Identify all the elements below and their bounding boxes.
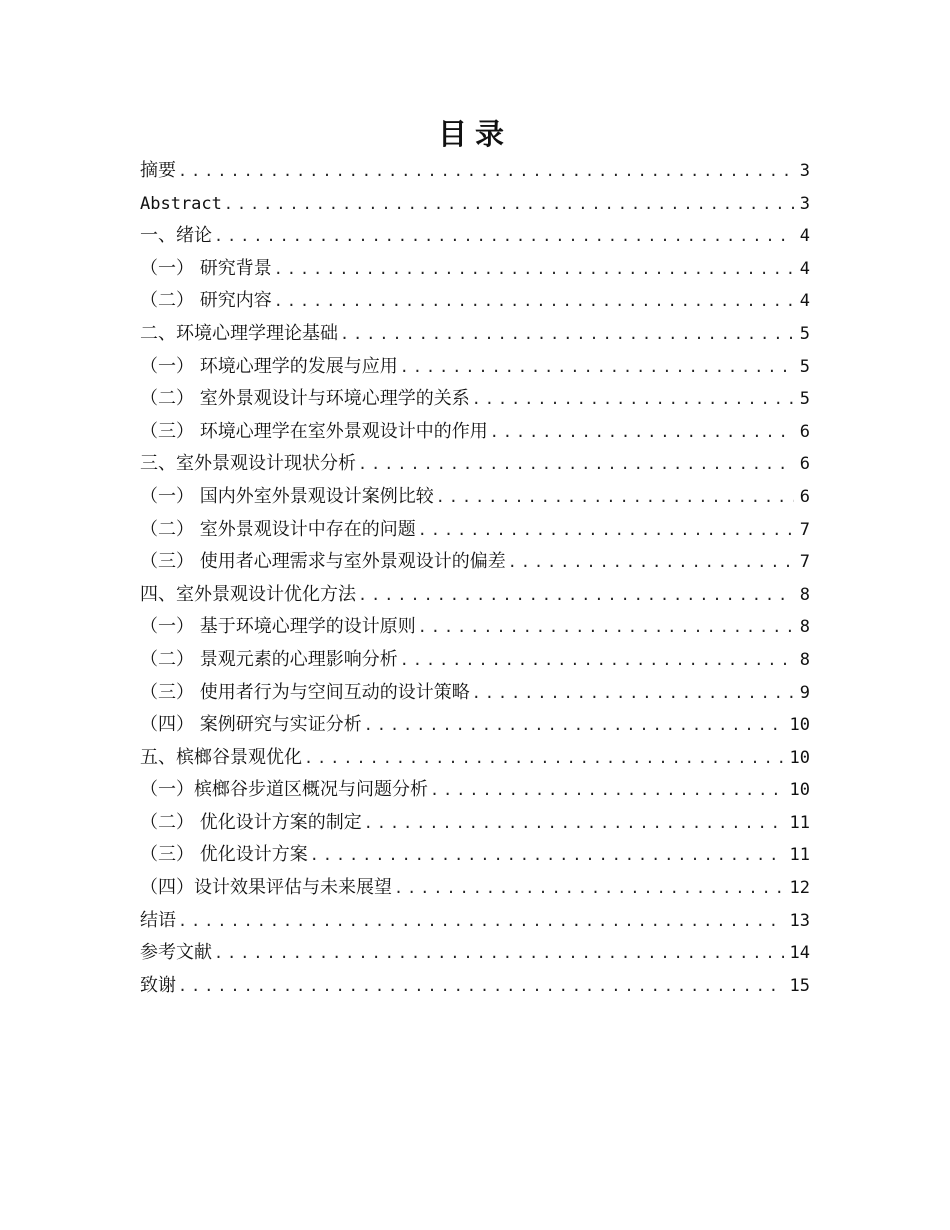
toc-entry-label: （二） 景观元素的心理影响分析	[140, 648, 398, 670]
toc-entry[interactable]	[140, 677, 810, 710]
toc-entry-label: 四、室外景观设计优化方法	[140, 583, 356, 605]
toc-entry-label: （三） 使用者行为与空间互动的设计策略	[140, 681, 470, 703]
toc-entry[interactable]	[140, 351, 810, 384]
toc-entry-page-number: 11	[789, 845, 810, 866]
toc-entry-label: Abstract	[140, 193, 222, 214]
toc-entry[interactable]	[140, 807, 810, 840]
toc-entry[interactable]	[140, 416, 810, 449]
toc-entry-label: （一） 环境心理学的发展与应用	[140, 355, 398, 377]
dot-leader	[274, 253, 794, 286]
dot-leader	[394, 872, 784, 905]
toc-entry-label: （三） 使用者心理需求与室外景观设计的偏差	[140, 551, 506, 573]
dot-leader	[472, 383, 794, 416]
dot-leader	[490, 416, 794, 449]
toc-entry-label: 五、槟榔谷景观优化	[140, 746, 302, 768]
toc-entry-page-number: 8	[799, 649, 810, 670]
dot-leader	[400, 351, 794, 384]
toc-entry-page-number: 6	[799, 421, 810, 442]
toc-entry-page-number: 12	[789, 878, 810, 899]
toc-entry-label: （一） 国内外室外景观设计案例比较	[140, 485, 434, 507]
toc-entry[interactable]	[140, 742, 810, 775]
dot-leader	[508, 546, 794, 579]
toc-entry-page-number: 8	[799, 617, 810, 638]
dot-leader	[304, 742, 784, 775]
toc-entry[interactable]	[140, 839, 810, 872]
toc-entry[interactable]	[140, 318, 810, 351]
toc-entry-label: 摘要	[140, 160, 176, 181]
toc-entry[interactable]	[140, 905, 810, 938]
dot-leader	[472, 677, 794, 710]
toc-entry[interactable]	[140, 285, 810, 318]
toc-entry-label: 三、室外景观设计现状分析	[140, 453, 356, 475]
toc-entry-page-number: 7	[799, 519, 810, 540]
toc-entry-page-number: 7	[799, 552, 810, 573]
toc-entry-page-number: 5	[799, 356, 810, 377]
toc-entry-page-number: 5	[799, 323, 810, 344]
dot-leader	[214, 937, 784, 970]
toc-entry[interactable]	[140, 220, 810, 253]
dot-leader	[178, 970, 784, 1003]
toc-entry-page-number: 14	[789, 943, 810, 964]
toc-entry-label: （三） 优化设计方案	[140, 844, 308, 866]
toc-entry-page-number: 13	[789, 910, 810, 931]
toc-entry[interactable]	[140, 611, 810, 644]
toc-entry-label: （二） 优化设计方案的制定	[140, 811, 362, 833]
toc-entry[interactable]	[140, 970, 810, 1003]
toc-entry-label: （一） 研究背景	[140, 257, 272, 279]
toc-entry-page-number: 3	[799, 193, 810, 214]
toc-entry[interactable]	[140, 937, 810, 970]
toc-entry-label: （三） 环境心理学在室外景观设计中的作用	[140, 420, 488, 442]
toc-entry-label: （二） 研究内容	[140, 290, 272, 312]
dot-leader	[418, 514, 794, 547]
toc-entry-label: 结语	[140, 909, 176, 931]
toc-list	[140, 155, 810, 1002]
toc-entry[interactable]	[140, 709, 810, 742]
dot-leader	[358, 448, 794, 481]
toc-entry-label: （一） 基于环境心理学的设计原则	[140, 616, 416, 638]
toc-entry-label: （二） 室外景观设计与环境心理学的关系	[140, 388, 470, 410]
toc-entry[interactable]	[140, 546, 810, 579]
dot-leader	[436, 481, 794, 514]
toc-entry-page-number: 10	[789, 747, 810, 768]
toc-entry[interactable]	[140, 644, 810, 677]
dot-leader	[214, 220, 794, 253]
toc-entry-page-number: 4	[799, 258, 810, 279]
toc-entry-page-number: 6	[799, 454, 810, 475]
toc-entry-page-number: 5	[799, 389, 810, 410]
toc-entry-page-number: 6	[799, 486, 810, 507]
dot-leader	[400, 644, 794, 677]
toc-entry-page-number: 10	[789, 715, 810, 736]
toc-entry-label: （四） 案例研究与实证分析	[140, 714, 362, 736]
toc-entry-page-number: 9	[799, 682, 810, 703]
dot-leader	[178, 155, 794, 188]
dot-leader	[418, 611, 794, 644]
toc-entry-page-number: 15	[789, 975, 810, 996]
dot-leader	[274, 285, 794, 318]
toc-entry-label: 二、环境心理学理论基础	[140, 322, 338, 344]
toc-entry[interactable]	[140, 188, 810, 221]
toc-title: 目录	[437, 117, 512, 151]
toc-entry[interactable]	[140, 448, 810, 481]
dot-leader	[224, 188, 794, 221]
toc-entry-page-number: 8	[799, 584, 810, 605]
toc-entry-label: （二） 室外景观设计中存在的问题	[140, 518, 416, 540]
dot-leader	[364, 709, 784, 742]
toc-entry-page-number: 4	[799, 226, 810, 247]
toc-entry-label: （一）槟榔谷步道区概况与问题分析	[140, 779, 428, 801]
toc-entry[interactable]	[140, 774, 810, 807]
toc-entry-page-number: 11	[789, 812, 810, 833]
toc-entry[interactable]	[140, 872, 810, 905]
toc-entry-label: 参考文献	[140, 942, 212, 964]
toc-entry[interactable]	[140, 155, 810, 188]
toc-entry-label: 一、绪论	[140, 225, 212, 247]
dot-leader	[430, 774, 784, 807]
toc-entry-page-number: 3	[799, 161, 810, 181]
dot-leader	[358, 579, 794, 612]
toc-entry[interactable]	[140, 253, 810, 286]
toc-entry[interactable]	[140, 514, 810, 547]
toc-entry-page-number: 10	[789, 780, 810, 801]
dot-leader	[364, 807, 784, 840]
dot-leader	[310, 839, 784, 872]
toc-entry[interactable]	[140, 579, 810, 612]
dot-leader	[178, 905, 784, 938]
toc-entry-label: （四）设计效果评估与未来展望	[140, 877, 392, 899]
dot-leader	[340, 318, 794, 351]
toc-entry[interactable]	[140, 481, 810, 514]
toc-entry-label: 致谢	[140, 974, 176, 996]
toc-entry[interactable]	[140, 383, 810, 416]
toc-entry-page-number: 4	[799, 291, 810, 312]
